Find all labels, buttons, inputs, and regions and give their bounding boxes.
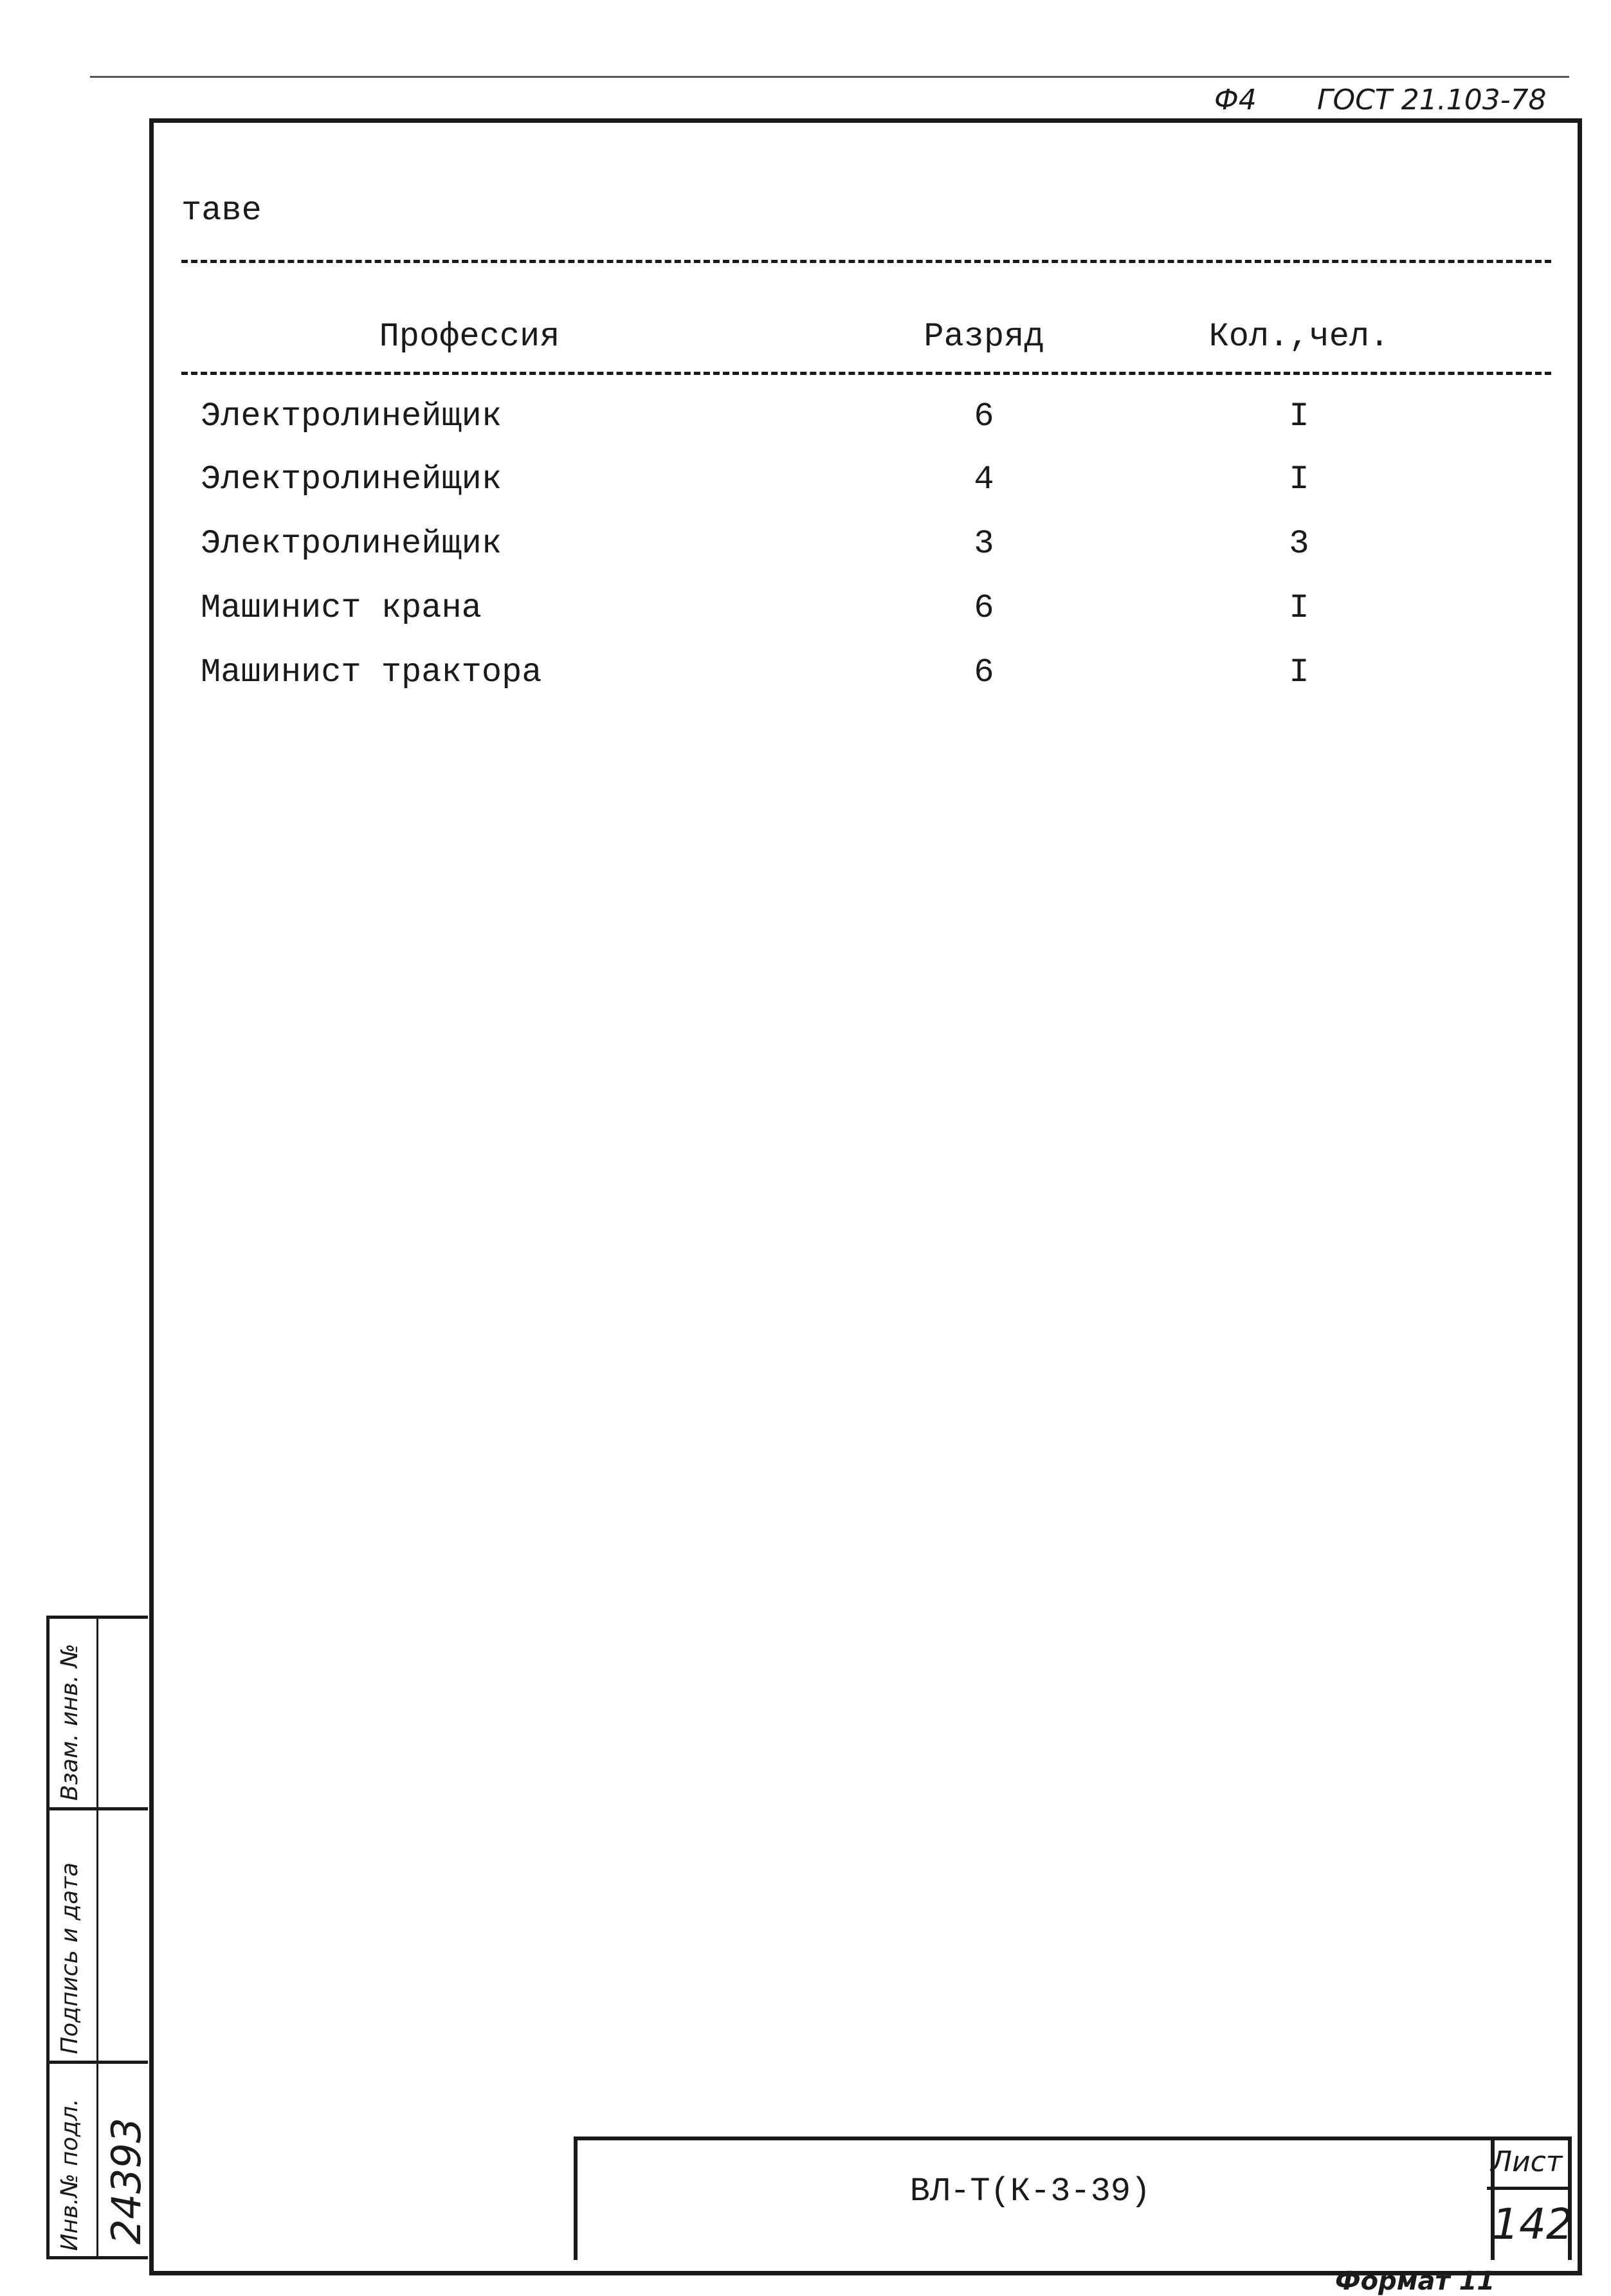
table-row-2-profession: Электролинейщик xyxy=(201,460,502,498)
table-row-1-count: I xyxy=(1289,397,1309,435)
table-row-1-profession: Электролинейщик xyxy=(201,397,502,435)
side-stamp-bottom-line xyxy=(46,2256,148,2259)
column-header-grade: Разряд xyxy=(924,318,1044,356)
table-row-4-grade: 6 xyxy=(974,589,994,627)
format-label: Формат 11 xyxy=(1335,2266,1495,2296)
column-header-profession: Профессия xyxy=(379,318,560,356)
table-row-3-count: 3 xyxy=(1289,525,1309,563)
sheet-number: 142 xyxy=(1492,2200,1573,2249)
continuation-text: таве xyxy=(181,192,262,230)
table-row-1-grade: 6 xyxy=(974,397,994,435)
table-row-5-count: I xyxy=(1289,653,1309,691)
side-stamp-outer-line xyxy=(46,1616,50,2259)
side-stamp-divider-2 xyxy=(46,2061,148,2064)
table-row-4-profession: Машинист крана xyxy=(201,589,482,627)
column-header-count: Кол.,чел. xyxy=(1208,318,1390,356)
standard-code: ГОСТ 21.103-78 xyxy=(1317,84,1547,116)
document-designation: ВЛ-Т(К-3-39) xyxy=(909,2173,1151,2210)
table-header-rule xyxy=(181,372,1551,375)
side-stamp-divider-1 xyxy=(46,1807,148,1810)
table-row-3-profession: Электролинейщик xyxy=(201,525,502,563)
table-row-2-grade: 4 xyxy=(974,460,994,498)
top-trim-line xyxy=(90,76,1569,78)
table-row-5-grade: 6 xyxy=(974,653,994,691)
sheet-label: Лист xyxy=(1491,2146,1563,2178)
inv-original-value: 24393 xyxy=(103,2117,150,2245)
signature-date-label: Подпись и дата xyxy=(57,1862,83,2054)
table-top-rule xyxy=(181,260,1551,263)
table-row-3-grade: 3 xyxy=(974,525,994,563)
sheet-cell-divider xyxy=(1487,2187,1570,2190)
table-row-5-profession: Машинист трактора xyxy=(201,653,542,691)
inv-original-label: Инв.№ подл. xyxy=(57,2099,83,2251)
table-row-2-count: I xyxy=(1289,460,1309,498)
table-row-4-count: I xyxy=(1289,589,1309,627)
replacement-inv-label: Взам. инв. № xyxy=(57,1643,83,1801)
drawing-frame xyxy=(149,118,1582,2275)
form-mark: Ф4 xyxy=(1214,84,1257,116)
side-stamp-inner-line xyxy=(96,1616,98,2259)
